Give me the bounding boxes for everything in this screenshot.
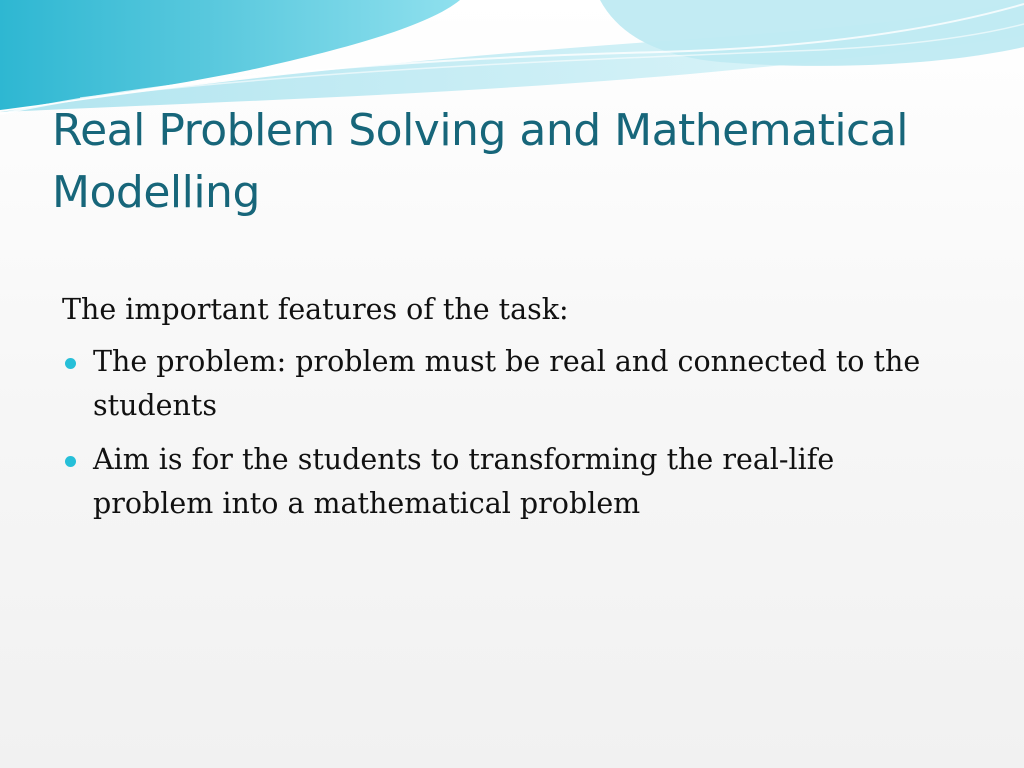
bullet-icon (65, 358, 76, 369)
slide-body (62, 288, 962, 526)
bullet-item-aim (62, 438, 962, 526)
slide-title: Real Problem Solving and Mathematical Modelling (52, 105, 908, 218)
bullet-icon (65, 456, 76, 467)
bullet-text-aim: Aim is for the students to transforming the real-life problem into a mathematical problem (93, 443, 835, 520)
bullet-list (62, 340, 962, 526)
bullet-item-problem (62, 340, 962, 428)
intro-text: The important features of the task: (62, 293, 569, 326)
bullet-text-problem: The problem: problem must be real and connected to the students (93, 345, 921, 422)
